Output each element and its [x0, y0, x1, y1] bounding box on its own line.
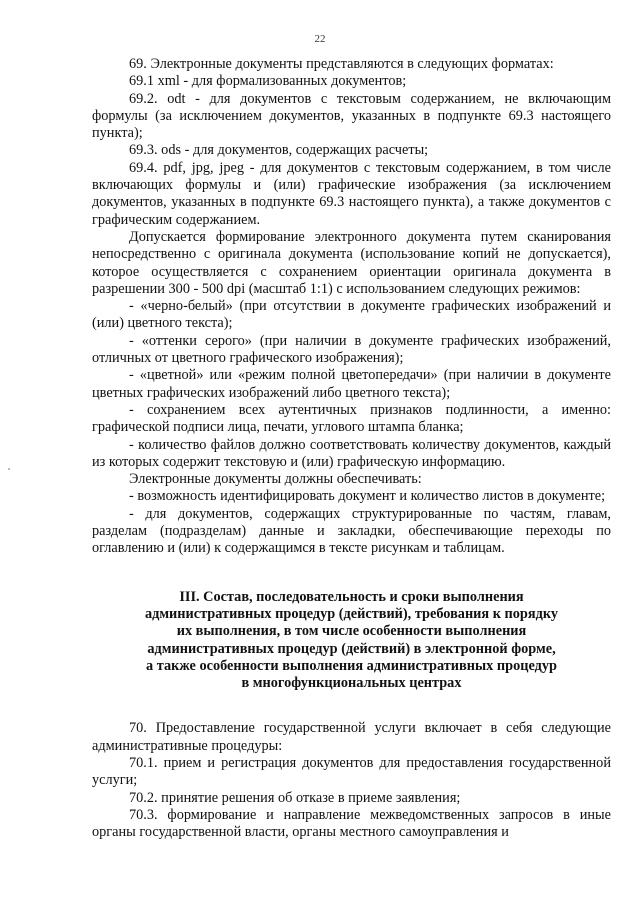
list-item-bw: - «черно-белый» (при отсутствии в документе графических изображений и (или) цветного текста); — [92, 298, 611, 332]
paragraph-69: 69. Электронные документы представляются в следующих форматах: — [129, 56, 554, 72]
paragraph-70-3: 70.3. формирование и направление межведомственных запросов в иные органы государственной власти, органы местного самоуправления и — [92, 806, 611, 841]
scan-speck — [8, 468, 10, 470]
list-item-structure: - для документов, содержащих структурированные по частям, главам, разделам (подразделам) данные и закладки, обеспечивающие переходы по оглавлению и (или) к содержащимся в тексте рисункам и таблицам. — [92, 505, 611, 557]
paragraph-69-2: 69.2. odt - для документов с текстовым содержанием, не включающим формулы (за исключением документов, указанных в подпункте 69.3 настоящего пункта); — [92, 90, 611, 142]
heading-line: административных процедур (действий) в электронной форме, — [147, 640, 556, 657]
page-number: 22 — [314, 33, 326, 45]
list-item-color: - «цветной» или «режим полной цветопередачи» (при наличии в документе цветных графических изображений либо цветного текста); — [92, 367, 611, 401]
paragraph-requirements: Электронные документы должны обеспечивать: — [129, 471, 422, 488]
list-item-grayscale: - «оттенки серого» (при наличии в документе графических изображений, отличных от цветного графического изображения); — [92, 332, 611, 367]
paragraphs-after-heading — [92, 720, 611, 841]
heading-line: в многофункциональных центрах — [241, 675, 462, 692]
list-item-file-count: - количество файлов должно соответствовать количеству документов, каждый из которых содержит текстовую и (или) графическую информацию. — [92, 436, 611, 470]
paragraph-70-1: 70.1. прием и регистрация документов для предоставления государственной услуги; — [92, 754, 611, 789]
paragraph-69-3: 69.3. ods - для документов, содержащих расчеты; — [129, 142, 429, 159]
paragraph-69-1: 69.1 xml - для формализованных документов; — [129, 73, 407, 90]
paragraph-scanning: Допускается формирование электронного документа путем сканирования непосредственно с оригинала документа (использование копий не допускается), которое осуществляется с сохранением ориентации оригинала документа в разрешении 300 - 500 dpi (масштаб 1:1) с использованием следующих режимов: — [92, 228, 611, 297]
heading-line: административных процедур (действий), требования к порядку — [144, 605, 559, 622]
paragraphs-before-heading — [92, 56, 611, 558]
paragraph-70-2: 70.2. принятие решения об отказе в приеме заявления; — [129, 789, 461, 806]
section-heading — [92, 589, 611, 693]
heading-line: III. Состав, последовательность и сроки выполнения — [179, 588, 524, 605]
heading-line: а также особенности выполнения административных процедур — [146, 657, 557, 674]
list-item-identification: - возможность идентифицировать документ и количество листов в документе; — [129, 488, 606, 505]
list-item-authenticity: - сохранением всех аутентичных признаков подлинности, а именно: графической подписи лица, печати, углового штампа бланка; — [92, 401, 611, 436]
document-body — [92, 56, 611, 841]
paragraph-70: 70. Предоставление государственной услуги включает в себя следующие административные процедуры: — [92, 720, 611, 754]
paragraph-69-4: 69.4. pdf, jpg, jpeg - для документов с текстовым содержанием, в том числе включающих формулы и (или) графические изображения (за исключением документов, указанных в подпункте 69.3 настоящего пункта), а также документов с графическим содержанием. — [92, 159, 611, 228]
heading-line: их выполнения, в том числе особенности выполнения — [176, 623, 527, 640]
